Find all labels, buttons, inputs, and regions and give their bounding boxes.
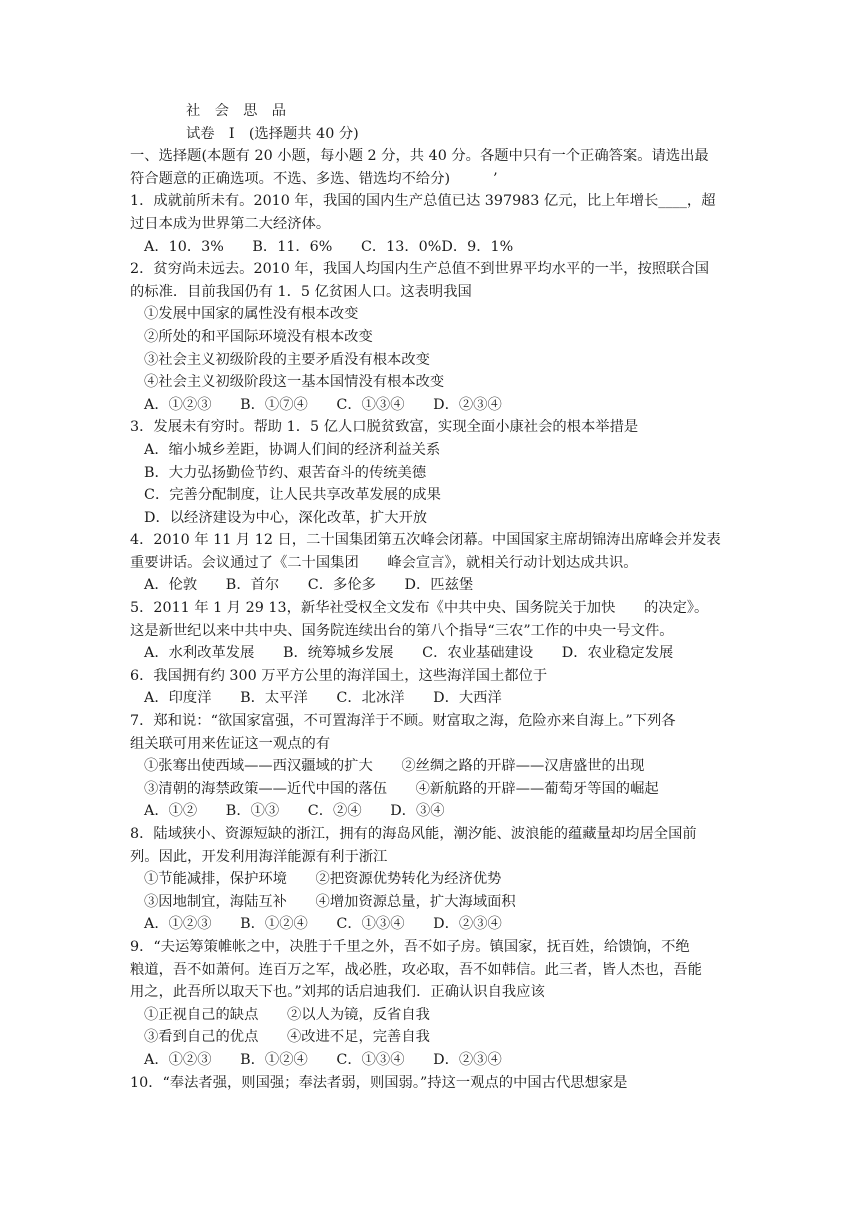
text-line: 粮道，吾不如萧何。连百万之军，战必胜，攻必取，吾不如韩信。此三者，皆人杰也，吾能: [130, 961, 702, 978]
text-line: C．完善分配制度，让人民共享改革发展的成果: [144, 487, 441, 504]
text-line: ③社会主义初级阶段的主要矛盾没有根本改变: [144, 351, 430, 368]
text-line: 1．成就前所未有。2010 年，我国的国内生产总值已达 397983 亿元，比上年增长____，超: [130, 193, 716, 210]
text-line: 8．陆域狭小、资源短缺的浙江，拥有的海岛风能，潮汐能、波浪能的蕴藏量却均居全国前: [130, 826, 697, 842]
text-line: A．①② B．①③ C．②④ D．③④: [144, 803, 445, 820]
text-line: D．以经济建设为中心，深化改革，扩大开放: [144, 509, 428, 526]
text-line: ①节能减排，保护环境 ②把资源优势转化为经济优势: [144, 871, 502, 888]
text-line: A．缩小城乡差距，协调人们间的经济利益关系: [144, 441, 441, 458]
text-line: 5．2011 年 1 月 29 13，新华社受权全文发布《中共中央、国务院关于加快 的决定》。: [130, 600, 709, 617]
text-line: 4．2010 年 11 月 12 日，二十国集团第五次峰会闭幕。中国国家主席胡锦涛出席峰会并发表: [130, 532, 721, 549]
text-line: ③看到自己的优点 ④改进不足，完善自我: [144, 1029, 430, 1046]
text-line: 9．“夫运筹策帷帐之中，决胜于千里之外，吾不如子房。镇国家，抚百姓，给馈饷，不绝: [130, 938, 690, 955]
text-line: 过日本成为世界第二大经济体。: [130, 215, 331, 232]
text-line: ②所处的和平国际环境没有根本改变: [144, 328, 373, 345]
text-line: A．伦敦 B．首尔 C．多伦多 D．匹兹堡: [144, 577, 474, 594]
text-line: ①正视自己的缺点 ②以人为镜，反省自我: [144, 1006, 430, 1023]
exam-document: [130, 100, 740, 1094]
text-line: 3．发展未有穷时。帮助 1．5 亿人口脱贫致富，实现全面小康社会的根本举措是: [130, 419, 639, 436]
text-line: A．10．3% B．11．6% C．13．0%D．9．1%: [144, 238, 514, 255]
text-line: 组关联可用来佐证这一观点的有: [130, 735, 331, 752]
text-line: ③因地制宜，海陆互补 ④增加资源总量，扩大海域面积: [144, 893, 516, 910]
text-line: 用之，此吾所以取天下也。”刘邦的话启迪我们．正确认识自我应该: [130, 984, 545, 1001]
text-line: A．①②③ B．①②④ C．①③④ D．②③④: [144, 1051, 502, 1068]
text-line: ①发展中国家的属性没有根本改变: [144, 306, 359, 323]
text-line: 7．郑和说：“欲国家富强，不可置海洋于不顾。财富取之海，危险亦来自海上。”下列各: [130, 713, 676, 730]
text-line: ③清朝的海禁政策——近代中国的落伍 ④新航路的开辟——葡萄牙等国的崛起: [144, 780, 659, 797]
text-line: ④社会主义初级阶段这一基本国情没有根本改变: [144, 374, 445, 391]
text-line: 社 会 思 品: [186, 103, 287, 119]
text-line: 这是新世纪以来中共中央、国务院连续出台的第八个指导“三农”工作的中央一号文件。: [130, 622, 674, 639]
text-line: 一、选择题(本题有 20 小题，每小题 2 分，共 40 分。各题中只有一个正确答案。请选出最: [130, 148, 709, 165]
text-line: 列。因此，开发利用海洋能源有利于浙江: [130, 848, 388, 865]
text-line: 6．我国拥有约 300 万平方公里的海洋国土，这些海洋国土都位于: [130, 667, 548, 684]
text-line: A．水利改革发展 B．统筹城乡发展 C．农业基础建设 D．农业稳定发展: [144, 645, 674, 662]
text-line: 的标准．目前我国仍有 1．5 亿贫困人口。这表明我国: [130, 283, 472, 300]
text-line: ①张骞出使西域——西汉疆域的扩大 ②丝绸之路的开辟——汉唐盛世的出现: [144, 758, 645, 775]
text-line: 重要讲话。会议通过了《二十国集团 峰会宣言》，就相关行动计划达成共识。: [130, 554, 638, 571]
text-line: B．大力弘扬勤俭节约、艰苦奋斗的传统美德: [144, 464, 427, 481]
text-line: 符合题意的正确选项。不选、多选、错选均不给分) ’: [130, 170, 498, 187]
text-line: 2．贫穷尚未远去。2010 年，我国人均国内生产总值不到世界平均水平的一半，按照联合国: [130, 261, 710, 278]
text-line: A．①②③ B．①②④ C．①③④ D．②③④: [144, 916, 502, 933]
text-line: 10．“奉法者强，则国强；奉法者弱，则国弱。”持这一观点的中国古代思想家是: [130, 1074, 628, 1091]
text-line: A．印度洋 B．太平洋 C．北冰洋 D．大西洋: [144, 690, 502, 707]
text-line: A．①②③ B．①⑦④ C．①③④ D．②③④: [144, 396, 502, 413]
text-line: 试卷 I (选择题共 40 分): [186, 125, 359, 142]
